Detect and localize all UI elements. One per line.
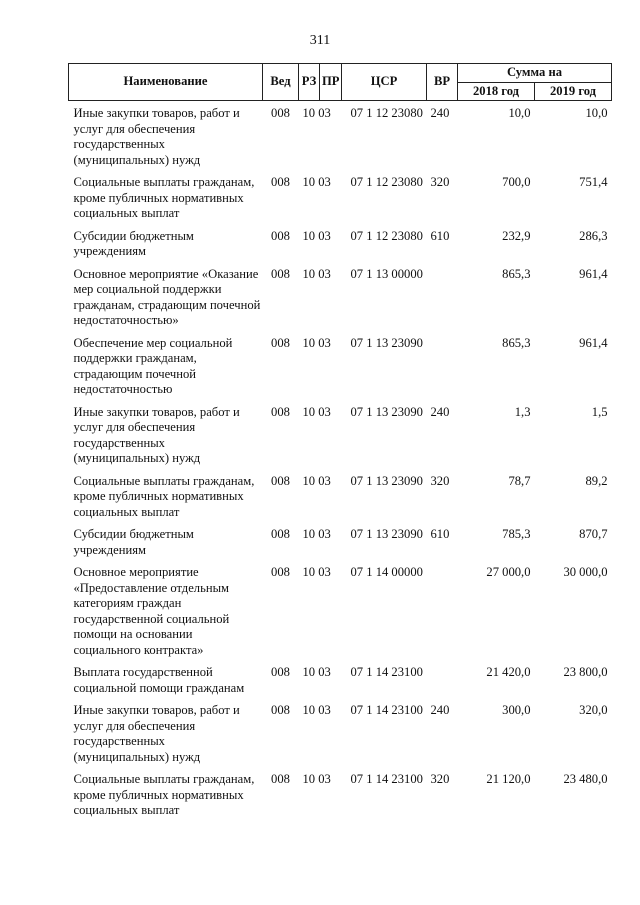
row-rz-pr: 10 03 <box>302 703 331 717</box>
row-csr: 07 1 13 23090 <box>350 335 423 350</box>
budget-table <box>68 63 612 826</box>
table-row <box>69 267 612 336</box>
row-rz-pr: 10 03 <box>302 175 331 189</box>
row-ved: 008 <box>271 772 290 786</box>
row-sum-2018: 300,0 <box>502 703 531 717</box>
header-year-2018: 2018 год <box>458 83 535 101</box>
row-sum-2019: 10,0 <box>585 106 608 120</box>
row-rz-pr: 10 03 <box>302 404 331 419</box>
header-rz: РЗ <box>299 64 320 101</box>
row-sum-2019: 23 800,0 <box>563 665 608 679</box>
row-rz-pr: 10 03 <box>302 228 331 243</box>
row-ved: 008 <box>271 106 290 120</box>
row-vr <box>427 665 458 703</box>
table-row <box>69 229 612 267</box>
row-sum-2018: 21 420,0 <box>486 665 531 679</box>
row-sum-2018: 700,0 <box>502 175 531 189</box>
row-sum-2019: 286,3 <box>579 228 608 243</box>
table-row <box>69 336 612 405</box>
row-ved: 008 <box>271 473 290 488</box>
row-rz-pr: 10 03 <box>302 772 331 786</box>
row-sum-2019: 23 480,0 <box>563 772 608 786</box>
row-sum-2019: 751,4 <box>579 175 608 189</box>
row-vr <box>427 267 458 336</box>
row-name: Основное мероприятие «Оказание мер социальной поддержки гражданам, страдающим почечной недостаточностью» <box>73 266 261 327</box>
row-sum-2018: 865,3 <box>502 335 531 350</box>
row-vr: 240 <box>430 106 450 120</box>
table-row <box>69 565 612 665</box>
row-sum-2018: 1,3 <box>514 404 531 419</box>
row-sum-2018: 27 000,0 <box>486 565 531 579</box>
page-number: 311 <box>309 33 331 48</box>
header-pr: ПР <box>320 64 342 101</box>
row-name: Субсидии бюджетным учреждениям <box>73 527 194 557</box>
row-sum-2019: 320,0 <box>579 703 608 717</box>
row-sum-2019: 89,2 <box>585 473 608 488</box>
header-sum-group: Сумма на <box>458 64 612 83</box>
row-rz-pr: 10 03 <box>302 106 331 120</box>
row-rz-pr: 10 03 <box>302 565 331 579</box>
row-rz-pr: 10 03 <box>302 665 331 679</box>
row-name: Социальные выплаты гражданам, кроме публичных нормативных социальных выплат <box>73 175 255 220</box>
row-sum-2018: 785,3 <box>502 527 531 541</box>
row-csr: 07 1 14 23100 <box>350 703 423 717</box>
row-sum-2018: 10,0 <box>508 106 531 120</box>
row-vr <box>427 336 458 405</box>
row-csr: 07 1 12 23080 <box>350 175 423 189</box>
table-row <box>69 665 612 703</box>
header-name: Наименование <box>69 64 263 101</box>
row-name: Иные закупки товаров, работ и услуг для обеспечения государственных (муниципальных) нужд <box>73 106 240 167</box>
row-ved: 008 <box>271 404 290 419</box>
row-name: Социальные выплаты гражданам, кроме публичных нормативных социальных выплат <box>73 473 255 519</box>
row-ved: 008 <box>271 335 290 350</box>
table-row <box>69 101 612 176</box>
row-csr: 07 1 13 23090 <box>350 473 423 488</box>
row-name: Иные закупки товаров, работ и услуг для обеспечения государственных (муниципальных) нужд <box>73 404 240 465</box>
row-sum-2019: 961,4 <box>579 335 608 350</box>
row-name: Субсидии бюджетным учреждениям <box>73 228 194 258</box>
row-ved: 008 <box>271 665 290 679</box>
table-row <box>69 703 612 772</box>
row-sum-2018: 78,7 <box>508 473 531 488</box>
table-row <box>69 527 612 565</box>
row-vr: 240 <box>430 404 450 419</box>
row-name: Выплата государственной социальной помощи гражданам <box>73 665 245 695</box>
row-csr: 07 1 12 23080 <box>350 228 423 243</box>
row-rz-pr: 10 03 <box>302 527 331 541</box>
row-ved: 008 <box>271 565 290 579</box>
row-sum-2019: 870,7 <box>579 527 608 541</box>
row-sum-2019: 961,4 <box>579 266 608 281</box>
row-vr <box>427 565 458 665</box>
header-ved: Вед <box>263 64 299 101</box>
table-body <box>69 101 612 826</box>
row-sum-2019: 1,5 <box>591 404 608 419</box>
header-year-2019: 2019 год <box>535 83 612 101</box>
header-vr: ВР <box>427 64 458 101</box>
row-ved: 008 <box>271 228 290 243</box>
row-csr: 07 1 14 23100 <box>350 665 423 679</box>
row-ved: 008 <box>271 527 290 541</box>
row-ved: 008 <box>271 175 290 189</box>
row-name: Основное мероприятие «Предоставление отдельным категориям граждан государственной социальной помощи на основании социального контракта» <box>73 565 230 657</box>
row-ved: 008 <box>271 703 290 717</box>
row-csr: 07 1 12 23080 <box>350 106 423 120</box>
row-vr: 610 <box>430 527 450 541</box>
row-name: Обеспечение мер социальной поддержки гражданам, страдающим почечной недостаточностью <box>73 335 233 396</box>
row-sum-2018: 21 120,0 <box>486 772 531 786</box>
row-rz-pr: 10 03 <box>302 266 331 281</box>
row-ved: 008 <box>271 266 290 281</box>
row-name: Иные закупки товаров, работ и услуг для обеспечения государственных (муниципальных) нужд <box>73 703 240 764</box>
row-vr: 320 <box>430 473 450 488</box>
row-csr: 07 1 13 23090 <box>350 527 423 541</box>
row-vr: 320 <box>430 175 450 189</box>
row-name: Социальные выплаты гражданам, кроме публичных нормативных социальных выплат <box>73 772 255 817</box>
row-csr: 07 1 14 00000 <box>350 565 423 579</box>
row-rz-pr: 10 03 <box>302 473 331 488</box>
table-row <box>69 175 612 229</box>
row-vr: 320 <box>430 772 450 786</box>
row-sum-2019: 30 000,0 <box>563 565 608 579</box>
row-vr: 610 <box>430 228 450 243</box>
table-header <box>69 64 612 101</box>
row-vr: 240 <box>430 703 450 717</box>
table-row <box>69 772 612 826</box>
row-csr: 07 1 13 00000 <box>350 266 423 281</box>
row-sum-2018: 232,9 <box>502 228 531 243</box>
header-csr: ЦСР <box>342 64 427 101</box>
row-csr: 07 1 13 23090 <box>350 404 423 419</box>
row-rz-pr: 10 03 <box>302 335 331 350</box>
row-sum-2018: 865,3 <box>502 266 531 281</box>
table-row <box>69 474 612 528</box>
table-row <box>69 405 612 474</box>
row-csr: 07 1 14 23100 <box>350 772 423 786</box>
